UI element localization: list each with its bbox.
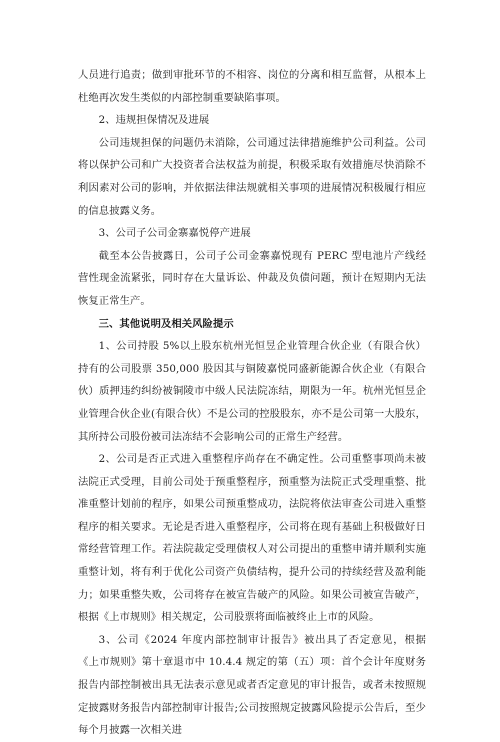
section-heading-risk-notes: 三、其他说明及相关风险提示 — [98, 317, 234, 330]
subheading-jinzhai-jiayue: 3、公司子公司金寨嘉悦停产进展 — [98, 227, 251, 240]
paragraph-risk-2-restructuring: 2、公司是否正式进入重整程序尚存在不确定性。公司重整事项尚未被法院正式受理，目前公司处于预重整程序，预重整为法院正式受理重整、批准重整计划前的程序，如果公司预重整成功，法院将依法审查公司进入重整程序的相关要求。无论是否进入重整程序，公司将在现有基础上积极做好日常经营管理工作。若法院裁定受理债权人对公司提出的重整申请并顺利实施重整计划，将有利于优化公司资产负债结构，提升公司的持续经营及盈利能力；如果重整失败，公司将存在被宣告破产的风险。如果公司被宣告破产，根据《上市规则》相关规定，公司股票将面临被终止上市的风险。 — [78, 453, 426, 624]
paragraph-remediation-continuation: 人员进行追责；做到审批环节的不相容、岗位的分离和相互监督，从根本上杜绝再次发生类似的内部控制重要缺陷事项。 — [78, 69, 426, 104]
paragraph-jinzhai-jiayue: 截至本公告披露日，公司子公司金寨嘉悦现有 PERC 型电池片产线经营性现金流紧张，同时存在大量诉讼、仲裁及负债问题，预计在短期内无法恢复正常生产。 — [78, 249, 426, 307]
paragraph-risk-1-share-freeze: 1、公司持股 5%以上股东杭州光恒昱企业管理合伙企业（有限合伙）持有的公司股票 350,000 股因其与铜陵嘉悦同盛新能源合伙企业（有限合伙）质押违约纠纷被铜陵市中级人民法院冻结，期限为一年。杭州光恒昱企业管理合伙企业(有限合伙）不是公司的控股股东，亦不是公司第一大股东，其所持公司股份被司法冻结不会影响公司的正常生产经营。 — [78, 340, 426, 443]
paragraph-risk-3-audit-opinion: 3、公司《2024 年度内部控制审计报告》被出具了否定意见，根据《上市规则》第十章退市中 10.4.4 规定的第（五）项：首个会计年度财务报告内部控制被出具无法表示意见或者否定意见的审计报告，或者未按照规定披露财务报告内部控制审计报告;公司按照规定披露风险提示公告后，至少每个月披露一次相关进 — [78, 633, 426, 737]
paragraph-illegal-guarantee: 公司违规担保的问题仍未消除，公司通过法律措施维护公司利益。公司将以保护公司和广大投资者合法权益为前提，积极采取有效措施尽快消除不利因素对公司的影响，并依据法律法规就相关事项的进展情况积极履行相应的信息披露义务。 — [78, 136, 426, 217]
subheading-illegal-guarantee: 2、违规担保情况及进展 — [98, 114, 210, 127]
